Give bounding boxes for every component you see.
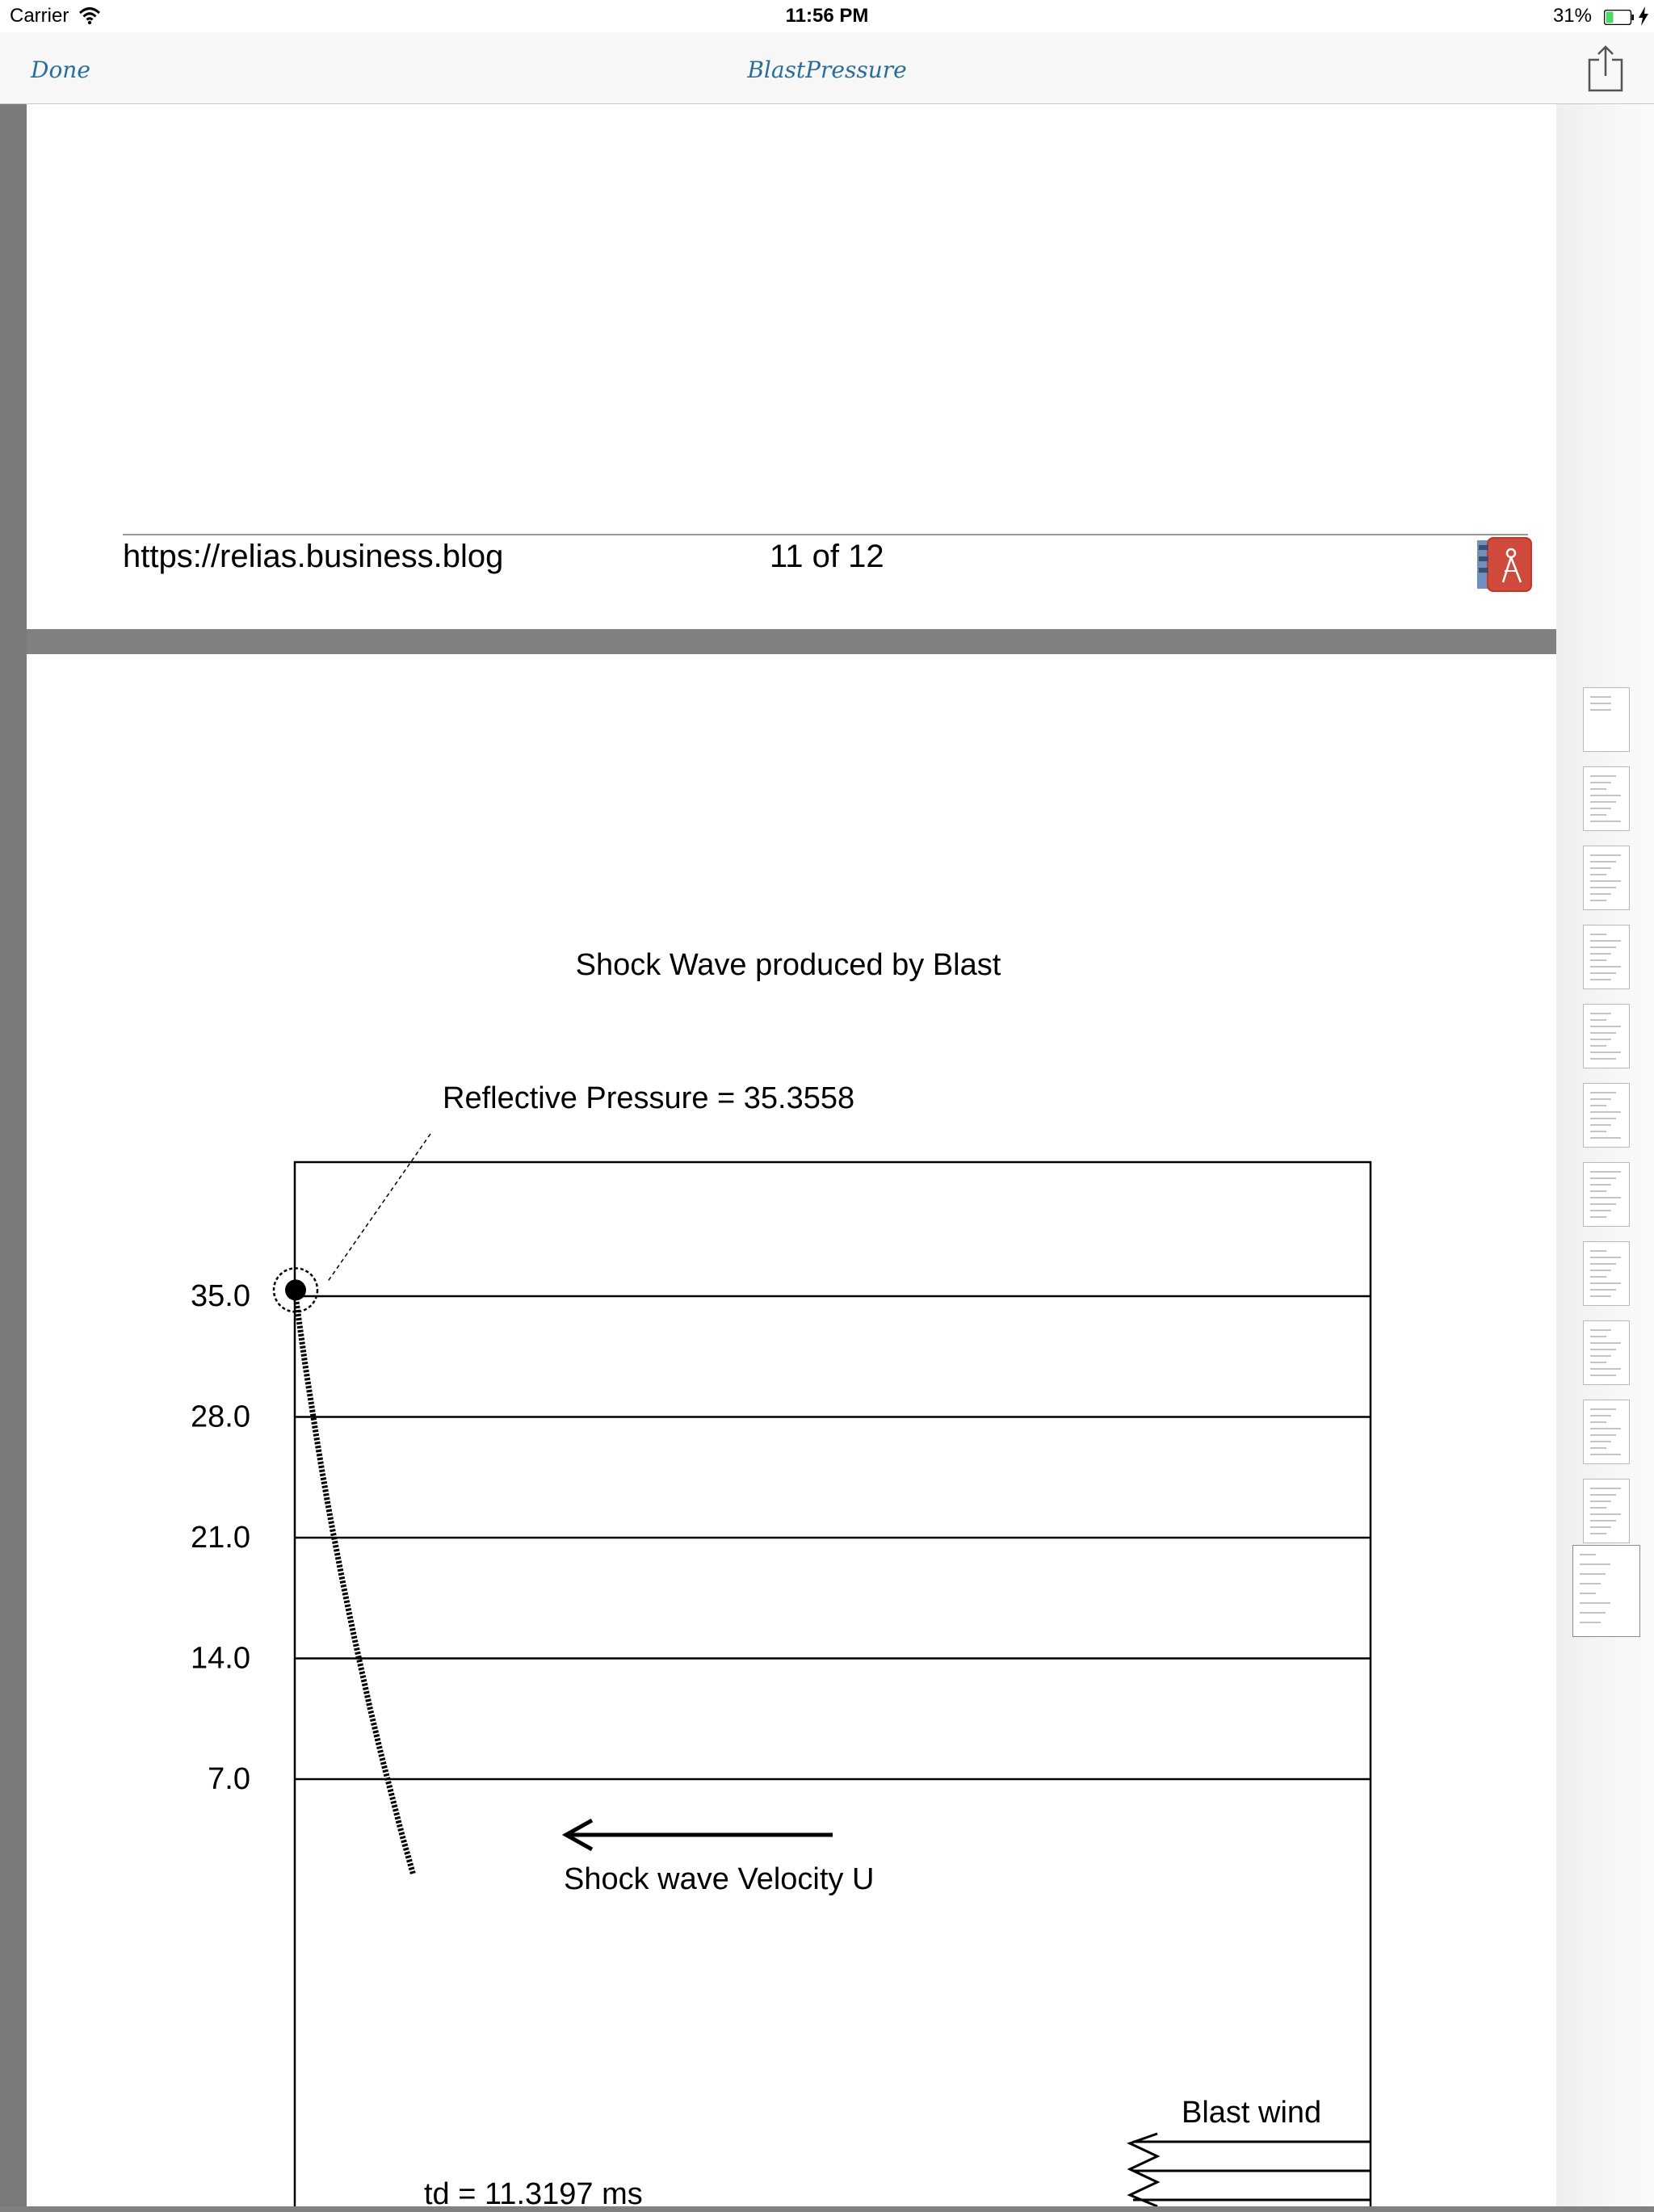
blast-wind-label-box: Blast wind bbox=[1182, 2096, 1322, 2130]
thumbnail-text-line bbox=[1590, 1355, 1611, 1357]
thumbnail-text-line bbox=[1590, 953, 1611, 955]
page-thumbnail[interactable] bbox=[1583, 1400, 1630, 1464]
thumbnail-text-line bbox=[1590, 1488, 1621, 1489]
carrier-label: Carrier bbox=[10, 5, 69, 27]
peak-marker bbox=[285, 1279, 306, 1300]
page-thumbnail[interactable] bbox=[1583, 687, 1630, 752]
shock-velocity-label: Shock wave Velocity U bbox=[564, 1862, 875, 1896]
page-gutter bbox=[0, 104, 27, 2206]
thumbnail-text-line bbox=[1590, 1019, 1606, 1021]
y-tick-label: 28.0 bbox=[191, 1400, 250, 1434]
pdf-page-11 bbox=[27, 104, 1556, 629]
thumbnail-text-line bbox=[1590, 1118, 1616, 1119]
thumbnail-text-line bbox=[1590, 1513, 1621, 1515]
thumbnail-text-line bbox=[1590, 1263, 1616, 1265]
page-thumbnail[interactable] bbox=[1583, 766, 1630, 831]
thumbnail-text-line bbox=[1590, 1270, 1611, 1271]
thumbnail-text-line bbox=[1590, 1045, 1606, 1047]
app-logo-icon bbox=[1476, 537, 1534, 592]
page-thumbnail[interactable] bbox=[1583, 1004, 1630, 1068]
thumbnail-text-line bbox=[1590, 1190, 1606, 1192]
thumbnail-text-line bbox=[1590, 1533, 1606, 1534]
thumbnail-text-line bbox=[1590, 940, 1621, 942]
page-thumbnail[interactable] bbox=[1583, 925, 1630, 989]
thumbnail-text-line bbox=[1590, 979, 1611, 980]
plot-frame bbox=[295, 1162, 1371, 2206]
thumbnail-text-line bbox=[1590, 900, 1606, 901]
thumbnail-text-line bbox=[1590, 814, 1606, 816]
thumbnail-text-line bbox=[1590, 1349, 1616, 1350]
thumbnail-text-line bbox=[1590, 1026, 1621, 1027]
thumbnail-text-line bbox=[1590, 1501, 1611, 1502]
thumbnail-text-line bbox=[1590, 696, 1611, 698]
charging-bolt-icon bbox=[1638, 6, 1649, 26]
thumbnail-text-line bbox=[1590, 1494, 1616, 1496]
thumbnail-text-line bbox=[1580, 1622, 1601, 1623]
thumbnail-text-line bbox=[1590, 1131, 1606, 1132]
thumbnail-text-line bbox=[1590, 1368, 1621, 1370]
y-tick-label: 7.0 bbox=[208, 1762, 250, 1796]
thumbnail-text-line bbox=[1590, 801, 1616, 803]
thumbnail-text-line bbox=[1590, 1336, 1606, 1337]
page-thumbnail[interactable] bbox=[1583, 1241, 1630, 1306]
thumbnail-text-line bbox=[1590, 1447, 1606, 1449]
thumbnail-text-line bbox=[1590, 1105, 1606, 1106]
thumbnail-text-line bbox=[1590, 1032, 1616, 1034]
thumbnail-text-line bbox=[1590, 1408, 1616, 1410]
thumbnail-text-line bbox=[1590, 854, 1621, 856]
thumbnail-text-line bbox=[1590, 1184, 1611, 1186]
thumbnail-text-line bbox=[1590, 782, 1611, 783]
thumbnail-text-line bbox=[1590, 1257, 1621, 1258]
chart-title: Shock Wave produced by Blast bbox=[575, 948, 1001, 982]
footer-rule bbox=[123, 534, 1528, 535]
thumbnail-text-line bbox=[1590, 775, 1616, 777]
thumbnail-rail[interactable] bbox=[1556, 104, 1654, 2206]
thumbnail-text-line bbox=[1580, 1554, 1596, 1555]
thumbnail-text-line bbox=[1590, 709, 1611, 711]
thumbnail-text-line bbox=[1590, 821, 1621, 822]
thumbnail-text-line bbox=[1590, 1124, 1611, 1126]
thumbnail-text-line bbox=[1590, 947, 1616, 948]
thumbnail-text-line bbox=[1590, 1295, 1611, 1297]
thumbnail-text-line bbox=[1590, 1329, 1611, 1331]
thumbnail-text-line bbox=[1590, 1098, 1611, 1100]
thumbnail-text-line bbox=[1590, 1111, 1621, 1113]
thumbnail-text-line bbox=[1580, 1573, 1606, 1575]
thumbnail-text-line bbox=[1590, 1058, 1616, 1060]
thumbnail-text-line bbox=[1590, 1250, 1606, 1252]
pdf-viewer[interactable] bbox=[0, 104, 1654, 2211]
page-thumbnail[interactable] bbox=[1583, 846, 1630, 910]
page-thumbnail[interactable] bbox=[1572, 1545, 1640, 1637]
thumbnail-text-line bbox=[1580, 1564, 1610, 1565]
td-label: td = 11.3197 ms bbox=[424, 2177, 643, 2211]
thumbnail-text-line bbox=[1590, 867, 1611, 869]
thumbnail-text-line bbox=[1590, 788, 1606, 790]
y-tick-label: 14.0 bbox=[191, 1641, 250, 1676]
thumbnail-text-line bbox=[1590, 795, 1621, 796]
thumbnail-text-line bbox=[1590, 1362, 1606, 1363]
navigation-bar bbox=[0, 32, 1654, 104]
y-tick-label: 21.0 bbox=[191, 1521, 250, 1555]
page-thumbnail[interactable] bbox=[1583, 1479, 1630, 1543]
thumbnail-text-line bbox=[1590, 887, 1616, 888]
thumbnail-text-line bbox=[1590, 808, 1611, 809]
thumbnail-text-line bbox=[1590, 1507, 1606, 1509]
page-thumbnail[interactable] bbox=[1583, 1083, 1630, 1148]
blast-wind-arrows bbox=[1101, 2132, 1375, 2206]
thumbnail-text-line bbox=[1590, 1039, 1611, 1040]
pdf-page-12 bbox=[27, 654, 1556, 2211]
page-thumbnail[interactable] bbox=[1583, 1320, 1630, 1385]
thumbnail-text-line bbox=[1590, 1282, 1621, 1284]
status-time: 11:56 PM bbox=[785, 5, 869, 27]
share-icon[interactable] bbox=[1585, 42, 1627, 95]
thumbnail-text-line bbox=[1590, 1203, 1616, 1205]
reflective-pressure-leader bbox=[327, 1134, 430, 1282]
thumbnail-text-line bbox=[1590, 1375, 1616, 1376]
thumbnail-text-line bbox=[1590, 893, 1611, 895]
thumbnail-text-line bbox=[1580, 1612, 1606, 1614]
thumbnail-text-line bbox=[1590, 1428, 1621, 1429]
thumbnail-text-line bbox=[1590, 861, 1616, 863]
battery-icon bbox=[1604, 10, 1636, 25]
thumbnail-text-line bbox=[1590, 1171, 1621, 1173]
thumbnail-text-line bbox=[1590, 1197, 1621, 1198]
thumbnail-text-line bbox=[1590, 1434, 1616, 1436]
thumbnail-text-line bbox=[1590, 959, 1606, 961]
footer-url: https://relias.business.blog bbox=[123, 539, 504, 574]
shock-velocity-arrow bbox=[566, 1820, 833, 1849]
thumbnail-text-line bbox=[1580, 1583, 1601, 1584]
thumbnail-text-line bbox=[1590, 1276, 1606, 1278]
thumbnail-text-line bbox=[1590, 1415, 1611, 1417]
document-title: BlastPressure bbox=[747, 57, 907, 83]
thumbnail-text-line bbox=[1590, 1520, 1616, 1522]
thumbnail-text-line bbox=[1590, 934, 1606, 935]
thumbnail-text-line bbox=[1590, 1137, 1621, 1139]
thumbnail-text-line bbox=[1590, 1342, 1621, 1344]
thumbnail-text-line bbox=[1590, 1441, 1611, 1442]
thumbnail-text-line bbox=[1590, 1421, 1606, 1423]
thumbnail-text-line bbox=[1590, 703, 1611, 704]
thumbnail-text-line bbox=[1590, 874, 1606, 875]
y-tick-label: 35.0 bbox=[191, 1279, 250, 1313]
thumbnail-text-line bbox=[1590, 1051, 1621, 1053]
reflective-pressure-label: Reflective Pressure = 35.3558 bbox=[443, 1081, 855, 1115]
thumbnail-text-line bbox=[1590, 1526, 1611, 1528]
thumbnail-text-line bbox=[1590, 966, 1621, 967]
thumbnail-text-line bbox=[1580, 1593, 1596, 1594]
footer-page-number: 11 of 12 bbox=[770, 539, 884, 574]
status-bar bbox=[0, 0, 1654, 32]
thumbnail-text-line bbox=[1590, 1289, 1616, 1291]
thumbnail-text-line bbox=[1580, 1602, 1610, 1604]
thumbnail-text-line bbox=[1590, 1454, 1621, 1455]
thumbnail-text-line bbox=[1590, 972, 1616, 974]
done-button[interactable]: Done bbox=[31, 57, 90, 83]
thumbnail-text-line bbox=[1590, 880, 1621, 882]
pressure-decay-curve bbox=[295, 1290, 414, 1874]
thumbnail-text-line bbox=[1590, 1210, 1611, 1211]
shock-wave-chart bbox=[27, 654, 1556, 2206]
page-thumbnail[interactable] bbox=[1583, 1162, 1630, 1227]
thumbnail-text-line bbox=[1590, 1216, 1606, 1218]
thumbnail-text-line bbox=[1590, 1092, 1616, 1093]
thumbnail-text-line bbox=[1590, 1177, 1616, 1179]
battery-percent: 31% bbox=[1552, 5, 1592, 27]
thumbnail-text-line bbox=[1590, 1013, 1611, 1014]
